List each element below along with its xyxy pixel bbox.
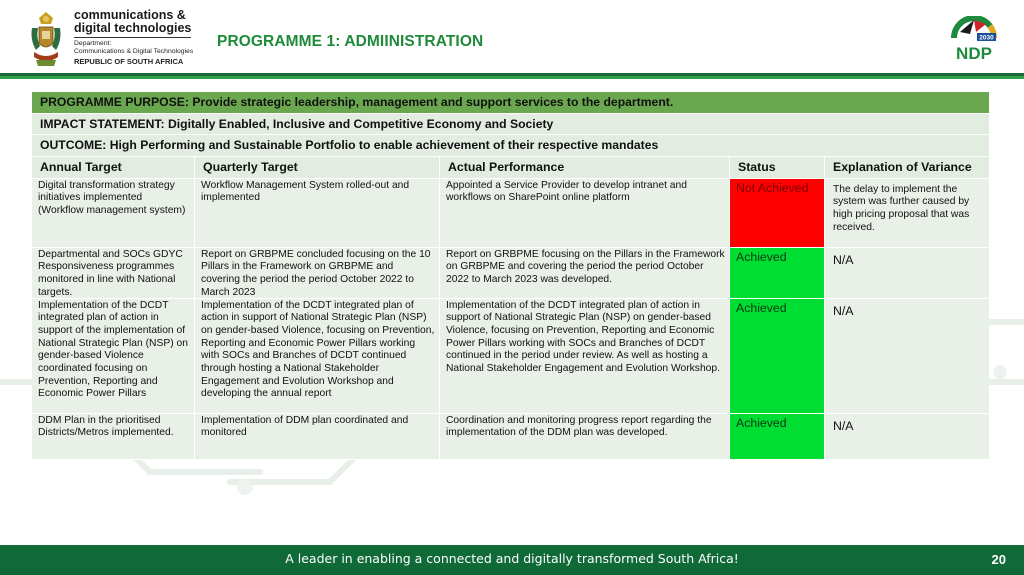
coat-of-arms-logo xyxy=(26,10,66,68)
quarterly-target-cell: Workflow Management System rolled-out and implemented xyxy=(195,179,440,247)
table-row xyxy=(32,248,989,299)
department-rule xyxy=(74,37,191,38)
explanation-cell: N/A xyxy=(825,248,989,298)
header-divider-light xyxy=(0,76,1024,79)
department-name: communications & digital technologies xyxy=(74,8,192,35)
ndp-wordmark: NDP xyxy=(956,44,992,62)
annual-target-cell: Departmental and SOCs GDYC Responsiveness programmes monitored in line with National targets. xyxy=(32,248,195,298)
status-badge-achieved: Achieved xyxy=(730,299,825,413)
ndp-year: 2030 xyxy=(979,34,994,42)
status-badge-achieved: Achieved xyxy=(730,414,825,459)
explanation-cell: The delay to implement the system was further caused by high pricing proposal that was received. xyxy=(825,179,989,247)
header-status: Status xyxy=(730,157,825,178)
header-explanation-of-variance: Explanation of Variance xyxy=(825,157,989,178)
quarterly-target-cell: Report on GRBPME concluded focusing on the 10 Pillars in the Framework on GRBPME and covering the period the period October 2022 to March 2023 xyxy=(195,248,440,298)
status-badge-not-achieved: Not Achieved xyxy=(730,179,825,247)
header-quarterly-target: Quarterly Target xyxy=(195,157,440,178)
status-badge-achieved: Achieved xyxy=(730,248,825,298)
explanation-cell: N/A xyxy=(825,299,989,413)
outcome-row: OUTCOME: High Performing and Sustainable Portfolio to enable achievement of their respective mandates xyxy=(32,135,989,157)
footer-bar xyxy=(0,545,1024,575)
table-row xyxy=(32,414,989,460)
footer-tagline: A leader in enabling a connected and digitally transformed South Africa! xyxy=(285,551,739,566)
table-row xyxy=(32,299,989,414)
header xyxy=(0,0,1024,78)
impact-statement-row: IMPACT STATEMENT: Digitally Enabled, Inclusive and Competitive Economy and Society xyxy=(32,114,989,136)
quarterly-target-cell: Implementation of the DCDT integrated plan of action in support of National Strategic Plan (NSP) on gender-based Violence, focusing on Prevention, Reporting and Economic Power Pillars working with SOCs and Branches of DCDT continued through hosting a National Stakeholder Engagement and Evolution Workshop and developing the annual report xyxy=(195,299,440,413)
header-annual-target: Annual Target xyxy=(32,157,195,178)
quarterly-target-cell: Implementation of DDM plan coordinated and monitored xyxy=(195,414,440,459)
table-row xyxy=(32,179,989,248)
page-number: 20 xyxy=(991,552,1006,567)
department-fullname: Communications & Digital Technologies xyxy=(74,48,194,55)
country-name: REPUBLIC OF SOUTH AFRICA xyxy=(74,57,184,66)
ndp-2030-logo xyxy=(946,16,1002,62)
department-label: Department: xyxy=(74,40,112,47)
programme-purpose-row: PROGRAMME PURPOSE: Provide strategic leadership, management and support services to the department. xyxy=(32,92,989,114)
actual-performance-cell: Coordination and monitoring progress report regarding the implementation of the DDM plan was developed. xyxy=(440,414,730,459)
actual-performance-cell: Appointed a Service Provider to develop intranet and workflows on SharePoint online platform xyxy=(440,179,730,247)
performance-table xyxy=(32,92,989,460)
actual-performance-cell: Report on GRBPME focusing on the Pillars in the Framework on GRBPME and covering the period the period October 2022 to March 2023 was developed. xyxy=(440,248,730,298)
annual-target-cell: Implementation of the DCDT integrated plan of action in support of the implementation of National Strategic Plan (NSP) on gender-based Violence coordinated focusing on Prevention, Reporting and Economic Power Pillars xyxy=(32,299,195,413)
annual-target-cell: Digital transformation strategy initiatives implemented (Workflow management system) xyxy=(32,179,195,247)
explanation-cell: N/A xyxy=(825,414,989,459)
annual-target-cell: DDM Plan in the prioritised Districts/Metros implemented. xyxy=(32,414,195,459)
department-subtitle xyxy=(74,40,193,56)
actual-performance-cell: Implementation of the DCDT integrated plan of action in support of National Strategic Plan (NSP) on gender-based Violence, focusing on Prevention, Reporting and Economic Power Pillars working with SOCs and Branches of DCDT continued in the period under review. As well as hosting a National Stakeholder Engagement and Evolution Workshop. xyxy=(440,299,730,413)
table-header-row xyxy=(32,157,989,179)
page-title: PROGRAMME 1: ADMIINISTRATION xyxy=(217,33,484,50)
header-actual-performance: Actual Performance xyxy=(440,157,730,178)
